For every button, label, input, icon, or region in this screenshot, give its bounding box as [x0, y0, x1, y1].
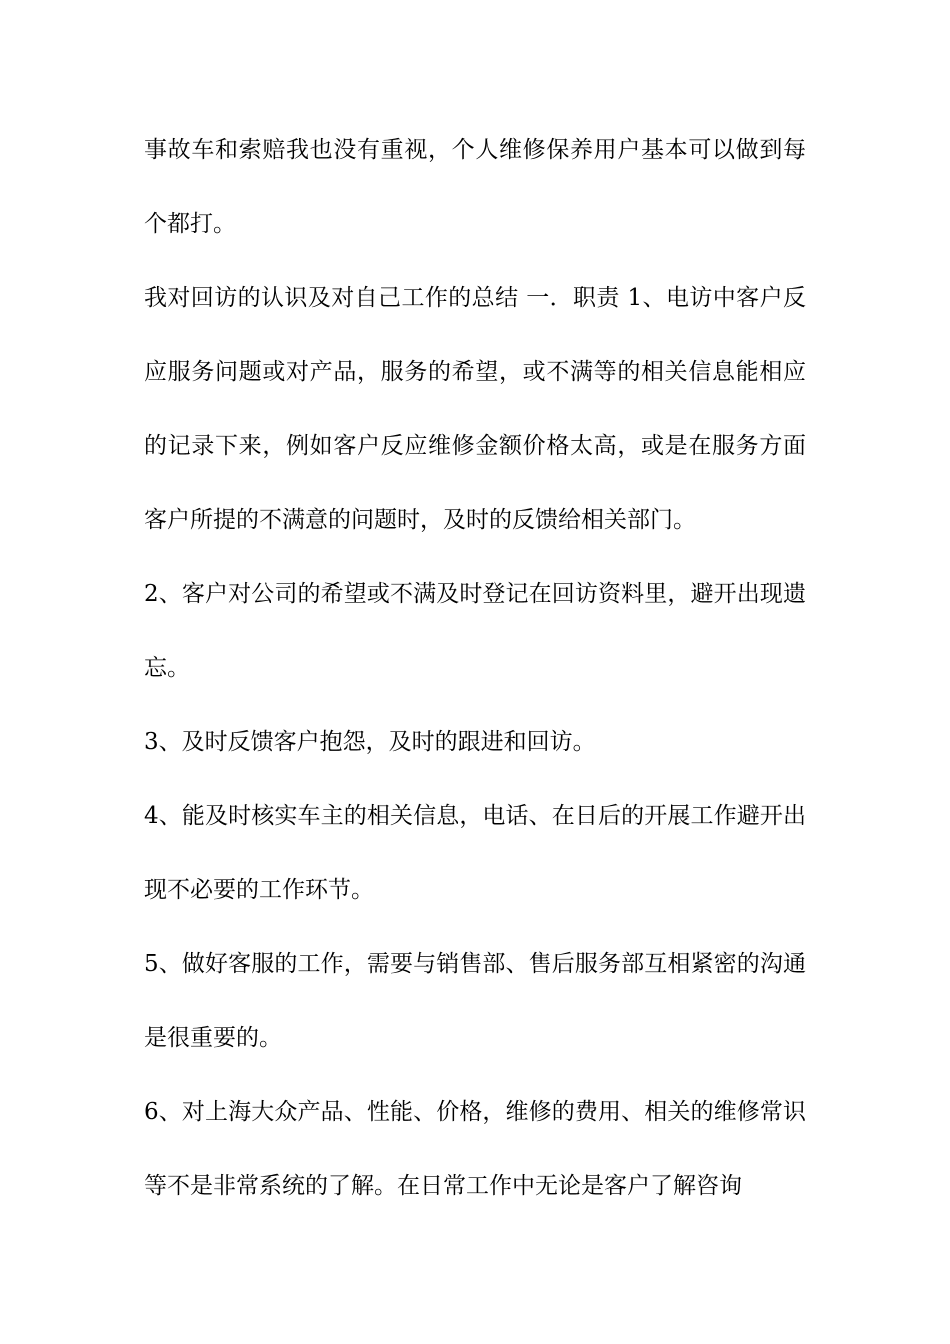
paragraph-2: 我对回访的认识及对自己工作的总结 一．职责 1、电访中客户反应服务问题或对产品，服务的希望，或不满等的相关信息能相应的记录下来，例如客户反应维修金额价格太高，或是在服务方面客户所提的不满意的问题时，及时的反馈给相关部门。 — [144, 285, 806, 533]
paragraph-6: 5、做好客服的工作，需要与销售部、售后服务部互相紧密的沟通是很重要的。 — [144, 951, 806, 1051]
document-body — [144, 113, 806, 1223]
paragraph-5: 4、能及时核实车主的相关信息，电话、在日后的开展工作避开出现不必要的工作环节。 — [144, 803, 806, 903]
paragraph-7: 6、对上海大众产品、性能、价格，维修的费用、相关的维修常识等不是非常系统的了解。在日常工作中无论是客户了解咨询 — [144, 1099, 806, 1199]
paragraph-1: 事故车和索赔我也没有重视，个人维修保养用户基本可以做到每个都打。 — [144, 137, 806, 237]
paragraph-4: 3、及时反馈客户抱怨，及时的跟进和回访。 — [144, 729, 596, 755]
paragraph-3: 2、客户对公司的希望或不满及时登记在回访资料里，避开出现遗忘。 — [144, 581, 806, 681]
